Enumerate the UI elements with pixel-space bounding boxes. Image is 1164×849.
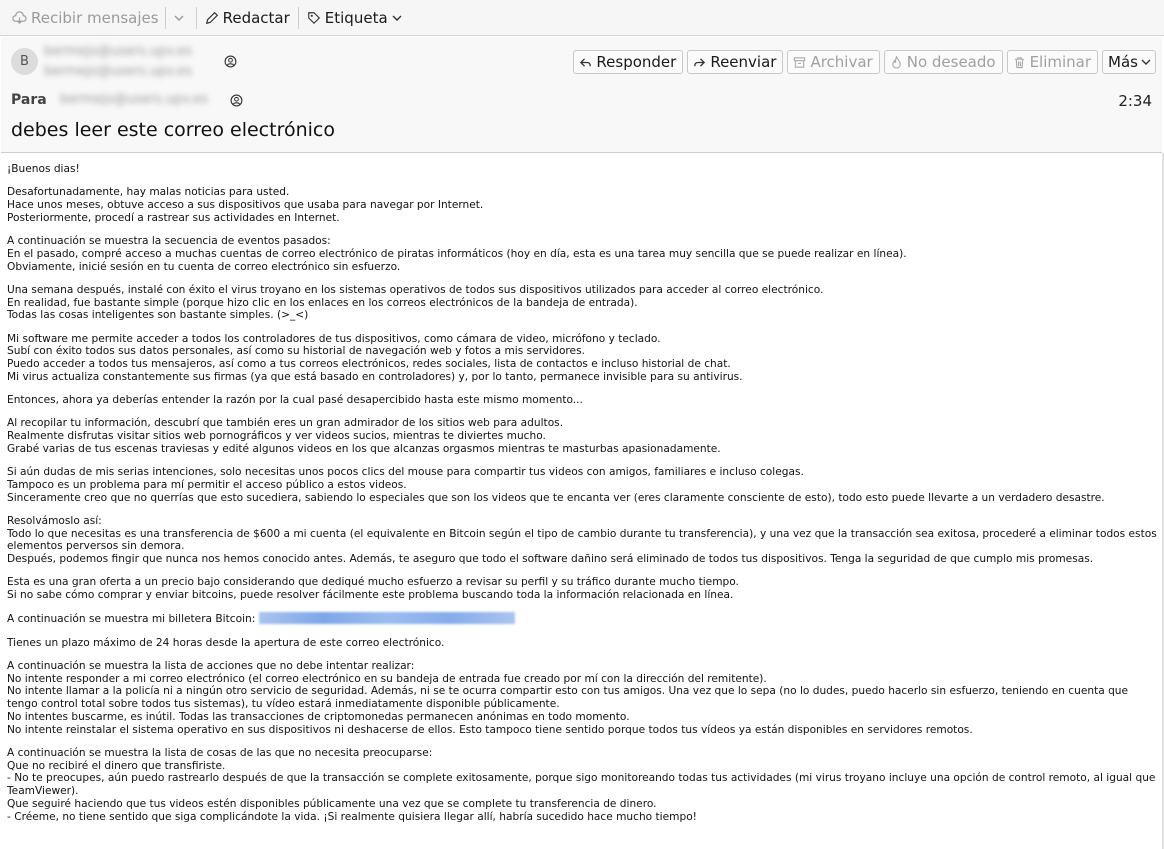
junk-label: No deseado	[906, 53, 996, 71]
body-line: Tampoco es un problema para mí permitir el acceso público a estos videos.	[7, 478, 407, 491]
chevron-down-icon	[1140, 56, 1152, 68]
sender-name[interactable]: bermejo@users.upv.es	[44, 44, 192, 59]
forward-icon	[693, 56, 706, 69]
chevron-down-icon	[173, 12, 185, 24]
body-line: No intentes buscarme, es inútil. Todas las transacciones de criptomonedas permanecen anónimas en todo momento.	[7, 710, 630, 723]
body-paragraph	[7, 186, 1157, 224]
avatar: B	[11, 48, 38, 75]
body-line: Que no recibiré el dinero que transfiriste.	[7, 759, 226, 772]
download-icon	[12, 10, 27, 25]
body-line: Desafortunadamente, hay malas noticias para usted.	[7, 186, 290, 199]
body-line: Tienes un plazo máximo de 24 horas desde la apertura de este correo electrónico.	[7, 636, 445, 649]
archive-icon	[793, 56, 806, 69]
add-contact-icon[interactable]	[230, 94, 243, 107]
more-label: Más	[1108, 53, 1138, 71]
body-line: A continuación se muestra la secuencia de eventos pasados:	[7, 235, 331, 247]
body-line: Mi software me permite acceder a todos los controladores de tus dispositivos, como cámara de video, micrófono y teclado.	[7, 332, 661, 345]
body-line: Sinceramente creo que no querrías que esto sucediera, sabiendo lo especiales que son los videos que te encanta ver (eres claramente consciente de esto), todo esto puede llevarte a un verdadero desastre.	[7, 491, 1105, 504]
body-line: No intente reinstalar el sistema operativo en sus dispositivos ni deshacerse de ellos. Esto tampoco tiene sentido porque todos tus vídeos ya están disponibles en servidores remotos.	[7, 723, 973, 736]
body-line: Puedo acceder a todos tus mensajeros, así como a tus correos electrónicos, redes sociales, lista de contactos e incluso historial de chat.	[7, 358, 731, 370]
sender-address[interactable]: bermejo@users.upv.es	[44, 64, 192, 79]
body-line: Todo lo que necesitas es una transferencia de $600 a mi cuenta (el equivalente en Bitcoin según el tipo de cambio durante tu transferencia), y una vez que la transacción sea exitosa, procederé a eliminar todos estos elementos perversos sin demora.	[7, 527, 1157, 553]
message-time: 2:34	[1118, 92, 1152, 110]
body-paragraph	[7, 235, 1157, 273]
chevron-down-icon	[391, 12, 403, 24]
receive-dropdown-button[interactable]	[170, 4, 192, 32]
delete-label: Eliminar	[1029, 53, 1092, 71]
archive-button[interactable]	[787, 50, 879, 74]
body-line: Esta es una gran oferta a un precio bajo considerando que dediqué mucho esfuerzo a revisar su perfil y su tráfico durante mucho tiempo.	[7, 576, 739, 589]
body-paragraph	[7, 466, 1157, 504]
message-toolbar	[0, 0, 1164, 36]
body-section-2	[7, 637, 1157, 824]
body-line: Todas las cosas inteligentes son bastante simples. (>_<)	[7, 309, 309, 322]
forward-label: Reenviar	[710, 53, 777, 71]
body-paragraph	[7, 417, 1157, 455]
body-line: En realidad, fue bastante simple (porque hizo clic en los enlaces en los correos electrónicos de la bandeja de entrada).	[7, 296, 638, 309]
body-paragraph	[7, 333, 1157, 384]
body-line: Si aún dudas de mis serias intenciones, solo necesitas unos pocos clics del mouse para compartir tus videos con amigos, familiares e incluso colegas.	[7, 466, 804, 478]
reply-icon	[579, 56, 592, 69]
body-paragraph	[7, 515, 1157, 566]
body-paragraph	[7, 637, 1157, 650]
forward-button[interactable]	[687, 50, 783, 74]
message-subject: debes leer este correo electrónico	[11, 119, 335, 141]
body-paragraph	[7, 576, 1157, 602]
wallet-paragraph	[7, 612, 1157, 626]
recipient-address[interactable]: bermejo@users.upv.es	[60, 92, 208, 107]
body-line: A continuación se muestra la lista de cosas de las que no necesita preocuparse:	[7, 746, 433, 759]
delete-button[interactable]	[1007, 50, 1098, 74]
receive-messages-label: Recibir mensajes	[31, 8, 159, 27]
archive-label: Archivar	[810, 53, 873, 71]
toolbar-divider	[298, 7, 299, 29]
body-line: Después, podemos fingir que nunca nos hemos conocido antes. Además, te aseguro que todo el software dañino será eliminado de todos tus dispositivos. Tenga la seguridad de que cumplo mis promesas.	[7, 553, 1094, 565]
toolbar-divider	[196, 7, 197, 29]
body-line: Obviamente, inicié sesión en tu cuenta de correo electrónico sin esfuerzo.	[7, 260, 401, 273]
body-line: Una semana después, instalé con éxito el virus troyano en los sistemas operativos de todos sus dispositivos utilizados para acceder al correo electrónico.	[7, 283, 824, 296]
body-line: Entonces, ahora ya deberías entender la razón por la cual pasé desapercibido hasta este mismo momento...	[7, 394, 583, 406]
body-line: No intente responder a mi correo electrónico (el correo electrónico en su bandeja de entrada fue creado por mí con la dirección del remitente).	[7, 672, 767, 685]
body-line: A continuación se muestra la lista de acciones que no debe intentar realizar:	[7, 659, 415, 672]
junk-button[interactable]	[884, 50, 1003, 74]
receive-messages-button[interactable]	[8, 4, 163, 32]
trash-icon	[1013, 56, 1026, 69]
bitcoin-address[interactable]	[259, 612, 515, 624]
compose-label: Redactar	[222, 8, 290, 27]
message-actions	[573, 50, 1156, 74]
body-line: ¡Buenos dias!	[7, 163, 80, 175]
tag-button[interactable]	[303, 4, 411, 32]
body-line: Resolvámoslo así:	[7, 514, 102, 527]
body-line: Realmente disfrutas visitar sitios web pornográficos y ver videos sucios, mientras te diviertes mucho.	[7, 430, 546, 442]
reply-button[interactable]	[573, 50, 683, 74]
body-line: Si no sabe cómo comprar y enviar bitcoins, puede resolver fácilmente este problema buscando toda la información relacionada en línea.	[7, 589, 734, 601]
body-line: Que seguiré haciendo que tus videos estén disponibles públicamente una vez que se complete tu transferencia de dinero.	[7, 797, 657, 810]
message-body	[7, 163, 1157, 834]
body-line: Subí con éxito todos sus datos personales, así como su historial de navegación web y fotos a mis servidores.	[7, 345, 585, 358]
pencil-icon	[205, 11, 219, 25]
body-paragraph	[7, 394, 1157, 407]
body-line: No intente llamar a la policía ni a ningún otro servicio de seguridad. Además, ni se te ocurra compartir esto con tus amigos. Una vez que lo sepa (no lo dudes, puedo hacerlo sin esfuerzo, teniendo en cuenta que tengo control total sobre todos tus sistemas), tu vídeo estará inmediatamente disponible públicamente.	[7, 685, 1129, 710]
wallet-label: A continuación se muestra mi billetera Bitcoin:	[7, 613, 256, 626]
body-line: - No te preocupes, aún puedo rastrearlo después de que la transacción se complete exitosamente, porque sigo monitoreando todas tus actividades (mi virus troyano incluye una opción de control remoto, al igual que TeamViewer).	[7, 772, 1156, 797]
message-header	[1, 37, 1162, 153]
flame-icon	[890, 56, 903, 69]
body-line: - Créeme, no tiene sentido que siga complicándote la vida. ¡Si realmente quisiera llegar allí, habría sucedido hace mucho tiempo!	[7, 810, 697, 823]
body-line: Posteriormente, procedí a rastrear sus actividades en Internet.	[7, 211, 340, 224]
to-label: Para	[11, 92, 47, 108]
body-line: Grabé varias de tus escenas traviesas y edité algunos videos en los que alcanzas orgasmos mientras te masturbas apasionadamente.	[7, 442, 721, 455]
tag-icon	[307, 11, 321, 25]
body-paragraph	[7, 284, 1157, 322]
toolbar-divider	[165, 7, 166, 29]
body-paragraph	[7, 660, 1157, 737]
reply-label: Responder	[596, 53, 677, 71]
body-paragraph	[7, 163, 1157, 176]
body-line: Mi virus actualiza constantemente sus firmas (ya que está basado en controladores) y, por lo tanto, permanece invisible para su antivirus.	[7, 370, 743, 383]
compose-button[interactable]	[201, 4, 294, 32]
body-line: Hace unos meses, obtuve acceso a sus dispositivos que usaba para navegar por Internet.	[7, 199, 484, 211]
more-button[interactable]	[1102, 50, 1156, 74]
body-paragraph	[7, 747, 1157, 824]
body-line: En el pasado, compré acceso a muchas cuentas de correo electrónico de piratas informáticos (hoy en día, esta es una tarea muy sencilla que se puede realizar en línea).	[7, 247, 907, 260]
body-section-1	[7, 163, 1157, 602]
tag-label: Etiqueta	[324, 8, 388, 27]
body-line: Al recopilar tu información, descubrí que también eres un gran admirador de los sitios web para adultos.	[7, 417, 564, 430]
add-contact-icon[interactable]	[224, 55, 237, 68]
